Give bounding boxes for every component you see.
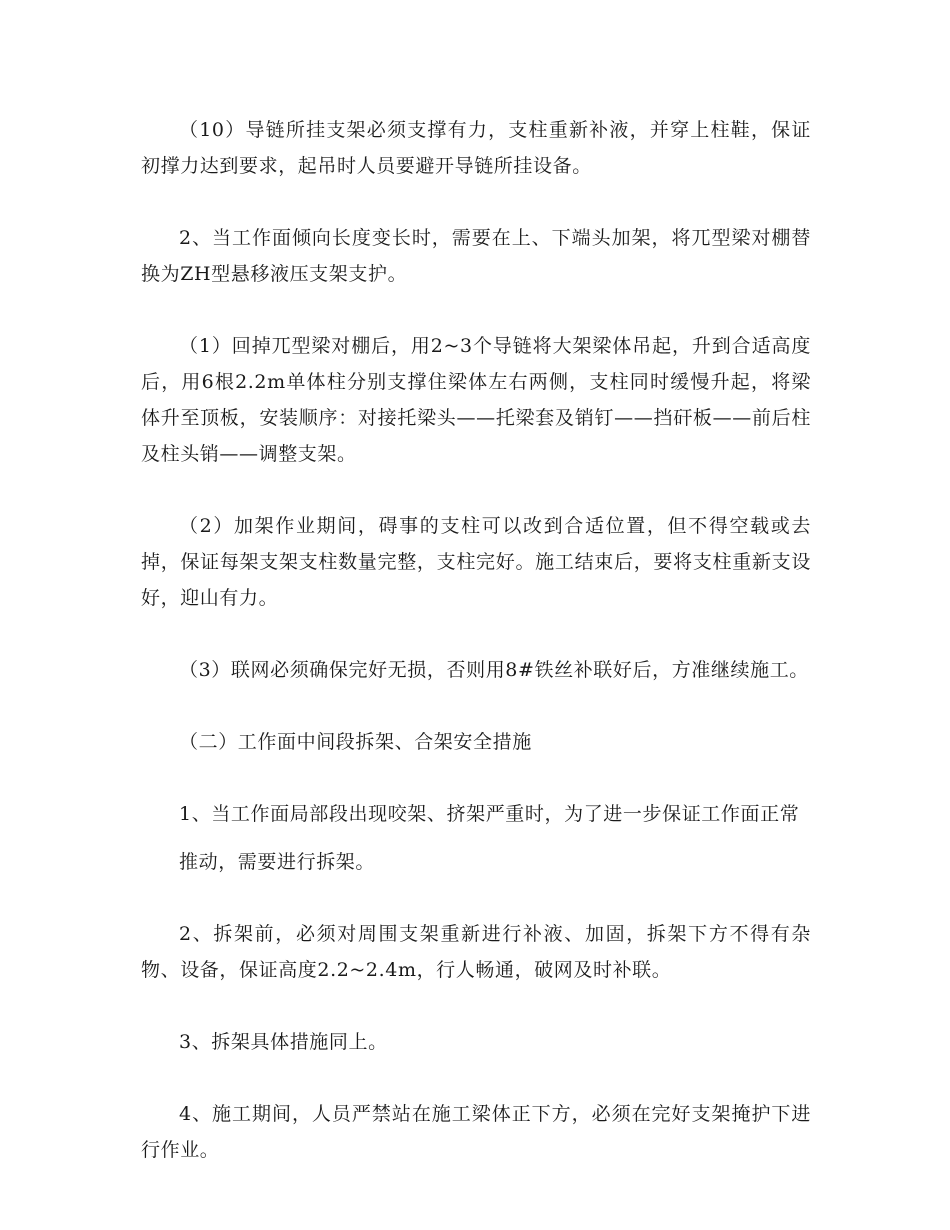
paragraph-item-10: （10）导链所挂支架必须支撑有力，支柱重新补液，并穿上柱鞋，保证初撑力达到要求，起吊时人员要避开导链所挂设备。 <box>141 119 811 177</box>
paragraph-step-2: 2、当工作面倾向长度变长时，需要在上、下端头加架，将兀型梁对棚替换为ZH型悬移液压支架支护。 <box>141 227 811 285</box>
paragraph-substep-2: （2）加架作业期间，碍事的支柱可以改到合适位置，但不得空载或去掉，保证每架支架支柱数量完整，支柱完好。施工结束后，要将支柱重新支设好，迎山有力。 <box>141 515 811 609</box>
paragraph-disassembly-3: 3、拆架具体措施同上。 <box>179 1031 388 1053</box>
paragraph-disassembly-1-continued: 推动，需要进行拆架。 <box>179 851 376 873</box>
paragraph-disassembly-2: 2、拆架前，必须对周围支架重新进行补液、加固，拆架下方不得有杂物、设备，保证高度2.2~2.4m，行人畅通，破网及时补联。 <box>141 923 811 981</box>
section-heading: （二）工作面中间段拆架、合架安全措施 <box>179 731 532 753</box>
paragraph-substep-3: （3）联网必须确保完好无损，否则用8#铁丝补联好后，方准继续施工。 <box>179 659 809 681</box>
document-body <box>141 112 811 1168</box>
paragraph-disassembly-1: 1、当工作面局部段出现咬架、挤架严重时，为了进一步保证工作面正常 <box>179 803 800 825</box>
paragraph-disassembly-4: 4、施工期间，人员严禁站在施工梁体正下方，必须在完好支架掩护下进行作业。 <box>141 1103 811 1161</box>
paragraph-substep-1: （1）回掉兀型梁对棚后，用2~3个导链将大架梁体吊起，升到合适高度后，用6根2.2m单体柱分别支撑住梁体左右两侧，支柱同时缓慢升起，将梁体升至顶板，安装顺序：对接托梁头——托梁套及销钉——挡矸板——前后柱及柱头销——调整支架。 <box>141 335 811 465</box>
